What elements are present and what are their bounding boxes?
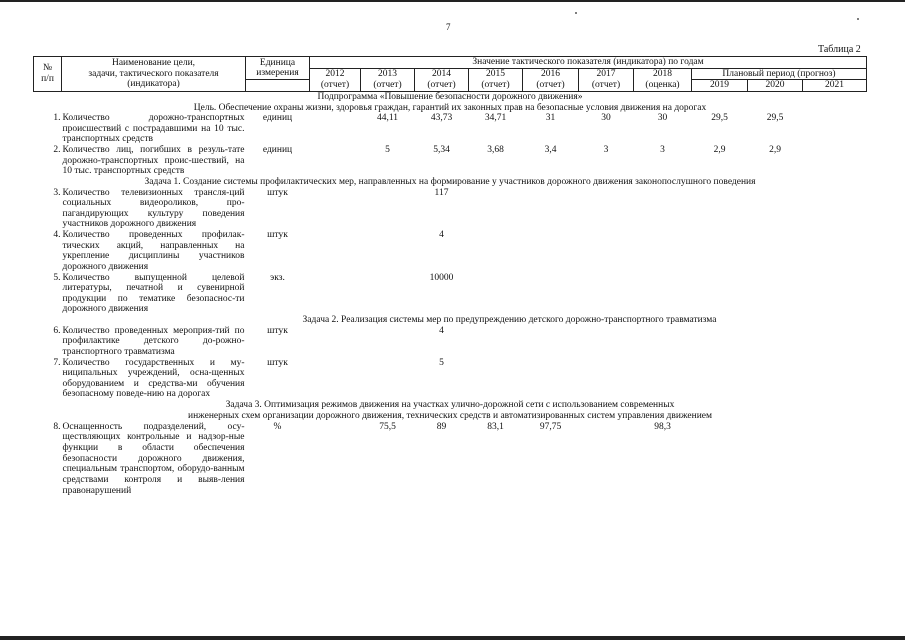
cell-2015	[469, 358, 523, 401]
table-row	[34, 422, 867, 496]
row-indicator-name: Оснащенность подразделений, осу-ществляющих контрольные и надзор-ные функции в области обеспечения безопасности дорожного движения, специальным транспортом, оборудо-ванным средствами контроля и выяв-ления правонарушений	[62, 421, 245, 496]
cell-2015: 83,1	[487, 421, 504, 432]
scan-top-edge	[0, 0, 905, 2]
cell-2019: 29,5	[711, 113, 728, 124]
cell-2012	[310, 273, 361, 316]
header-year-2015: 2015 (отчет)	[469, 68, 523, 91]
task-3-title	[34, 400, 867, 422]
header-unit-blank	[246, 80, 310, 92]
goal-row	[34, 103, 867, 114]
cell-2017	[579, 358, 634, 401]
cell-2017	[579, 273, 634, 316]
cell-2012	[310, 326, 361, 358]
row-indicator-name: Количество выпущенной целевой литературы, печатной и сувенирной продукции по тематике безопаснос-ти дорожного движения	[62, 272, 245, 315]
row-unit: единиц	[262, 113, 293, 124]
cell-2012	[310, 188, 361, 231]
cell-2021	[803, 273, 867, 316]
row-number: 6.	[53, 325, 61, 336]
cell-2013	[361, 230, 415, 273]
cell-2016: 3,4	[544, 145, 557, 155]
cell-2014: 10000	[429, 272, 454, 283]
header-plan-2021: 2021	[803, 80, 867, 92]
table-header	[34, 57, 867, 92]
header-num: № п/п	[34, 57, 62, 92]
scan-speck	[575, 12, 577, 14]
cell-2021	[803, 188, 867, 231]
cell-2017	[579, 326, 634, 358]
cell-2018: 3	[660, 145, 665, 155]
cell-2021	[803, 230, 867, 273]
table-row	[34, 326, 867, 358]
cell-2016	[523, 358, 579, 401]
cell-2017	[579, 422, 634, 496]
table-row	[34, 145, 867, 177]
cell-2020	[748, 188, 803, 231]
cell-2016	[523, 188, 579, 231]
task-row	[34, 177, 867, 188]
cell-2019	[692, 230, 748, 273]
cell-2018: 98,3	[654, 421, 671, 432]
indicators-table	[33, 56, 867, 496]
table-row	[34, 230, 867, 273]
cell-2012	[310, 145, 361, 177]
header-planned-period: Плановый период (прогноз)	[692, 68, 867, 80]
cell-2016: 31	[545, 113, 556, 124]
header-plan-2020: 2020	[748, 80, 803, 92]
cell-2015	[469, 273, 523, 316]
cell-2018	[634, 273, 692, 316]
cell-2016	[523, 326, 579, 358]
cell-2020	[748, 273, 803, 316]
row-unit: штук	[267, 187, 288, 198]
table-body	[34, 91, 867, 496]
row-number: 5.	[53, 272, 61, 283]
cell-2013	[361, 326, 415, 358]
cell-2017	[579, 188, 634, 231]
header-year-2017: 2017 (отчет)	[579, 68, 634, 91]
task-row	[34, 315, 867, 326]
scan-bottom-edge	[0, 636, 905, 640]
header-year-2014: 2014 (отчет)	[415, 68, 469, 91]
cell-2012	[310, 422, 361, 496]
task-row	[34, 400, 867, 422]
header-year-2013: 2013 (отчет)	[361, 68, 415, 91]
row-unit: штук	[267, 357, 288, 368]
cell-2020	[748, 358, 803, 401]
row-number: 2.	[53, 145, 61, 155]
header-year-2018: 2018 (оценка)	[634, 68, 692, 91]
row-number: 1.	[53, 113, 61, 124]
cell-2019	[692, 188, 748, 231]
cell-2018	[634, 188, 692, 231]
cell-2015	[469, 188, 523, 231]
cell-2014: 5,34	[433, 145, 450, 155]
header-unit: Единица измерения	[246, 57, 310, 80]
row-indicator-name: Количество дорожно-транспортных происшествий с пострадавшими на 10 тыс. транспортных средств	[62, 113, 245, 145]
header-year-2012: 2012 (отчет)	[310, 68, 361, 91]
cell-2014: 89	[436, 421, 447, 432]
cell-2020	[748, 422, 803, 496]
cell-2013: 5	[385, 145, 390, 155]
page-number: 7	[446, 22, 451, 32]
cell-2019	[692, 326, 748, 358]
cell-2017: 30	[601, 113, 611, 124]
cell-2012	[310, 230, 361, 273]
cell-2013	[361, 273, 415, 316]
row-unit: штук	[267, 230, 288, 240]
cell-2021	[803, 113, 867, 145]
row-number: 7.	[53, 357, 61, 368]
cell-2019	[692, 273, 748, 316]
cell-2017	[579, 230, 634, 273]
cell-2021	[803, 145, 867, 177]
header-plan-2019: 2019	[692, 80, 748, 92]
row-indicator-name: Количество проведенных мероприя-тий по профилактике детского до-рожно-транспортного травматизма	[62, 325, 245, 357]
header-name: Наименование цели, задачи, тактического показателя (индикатора)	[62, 57, 246, 92]
cell-2019	[692, 422, 748, 496]
header-year-2016: 2016 (отчет)	[523, 68, 579, 91]
cell-2020: 2,9	[769, 145, 781, 155]
cell-2018	[634, 358, 692, 401]
cell-2012	[310, 113, 361, 145]
cell-2013: 75,5	[379, 421, 396, 432]
cell-2021	[803, 358, 867, 401]
cell-2020	[748, 326, 803, 358]
subprogram-title: Подпрограмма «Повышение безопасности дорожного движения»	[317, 91, 583, 102]
cell-2021	[803, 326, 867, 358]
table-row	[34, 113, 867, 145]
row-indicator-name: Количество лиц, погибших в резуль-тате дорожно-транспортных проис-шествий, на 10 тыс. транспортных средств	[62, 145, 245, 177]
task-3-line-2: инженерных схем организации дорожного движения, технических средств и автоматизированных систем управления движением	[188, 410, 713, 421]
task-3-line-1: Задача 3. Оптимизация режимов движения на участках улично-дорожной сети с использованием современных	[225, 400, 675, 410]
cell-2018	[634, 230, 692, 273]
cell-2016	[523, 273, 579, 316]
cell-2014: 5	[439, 357, 444, 368]
row-unit: %	[273, 421, 282, 432]
cell-2014: 117	[434, 187, 449, 198]
cell-2021	[803, 422, 867, 496]
row-number: 3.	[53, 187, 61, 198]
cell-2016	[523, 230, 579, 273]
cell-2014: 4	[439, 325, 444, 336]
cell-2020	[748, 230, 803, 273]
task-1-title: Задача 1. Создание системы профилактических мер, направленных на формирование у участников дорожного движения законопослушного поведения	[144, 176, 756, 187]
table-label: Таблица 2	[818, 44, 861, 55]
row-indicator-name: Количество проведенных профилак-тических акций, направленных на укрепление дисциплины участников дорожного движения	[62, 230, 245, 272]
cell-2014: 4	[439, 230, 444, 240]
row-unit: экз.	[270, 272, 285, 283]
cell-2013: 44,11	[376, 113, 399, 124]
row-number: 8.	[53, 421, 61, 432]
table-row	[34, 273, 867, 316]
row-unit: штук	[267, 325, 288, 336]
cell-2014: 43,73	[430, 113, 453, 124]
row-indicator-name: Количество телевизионных трансля-ций социальных видеороликов, про-пагандирующих культуру поведения участников дорожного движения	[62, 187, 245, 230]
task-2-title: Задача 2. Реализация системы мер по предупреждению детского дорожно-транспортного травматизма	[302, 315, 717, 325]
cell-2018	[634, 326, 692, 358]
cell-2013	[361, 358, 415, 401]
scan-speck	[857, 18, 859, 20]
cell-2019	[692, 358, 748, 401]
row-indicator-name: Количество государственных и му-ниципальных учреждений, осна-щенных оборудованием и средства-ми обучения безопасному поведе-нию на дорогах	[62, 357, 245, 400]
table-row	[34, 188, 867, 231]
cell-2020: 29,5	[766, 113, 784, 124]
cell-2019: 2,9	[713, 145, 726, 155]
row-number: 4.	[53, 230, 61, 240]
cell-2018: 30	[657, 113, 668, 124]
subprogram-row	[34, 91, 867, 102]
goal-text: Цель. Обеспечение охраны жизни, здоровья граждан, гарантий их законных прав на безопасные условия движения на дорогах	[193, 102, 707, 113]
row-unit: единиц	[262, 145, 293, 155]
table-row	[34, 358, 867, 401]
cell-2017: 3	[603, 145, 609, 155]
cell-2016: 97,75	[539, 421, 562, 432]
cell-2012	[310, 358, 361, 401]
cell-2015: 34,71	[484, 113, 507, 124]
cell-2015: 3,68	[487, 145, 504, 155]
cell-2015	[469, 326, 523, 358]
cell-2013	[361, 188, 415, 231]
header-values-title: Значение тактического показателя (индикатора) по годам	[310, 57, 867, 69]
cell-2015	[469, 230, 523, 273]
